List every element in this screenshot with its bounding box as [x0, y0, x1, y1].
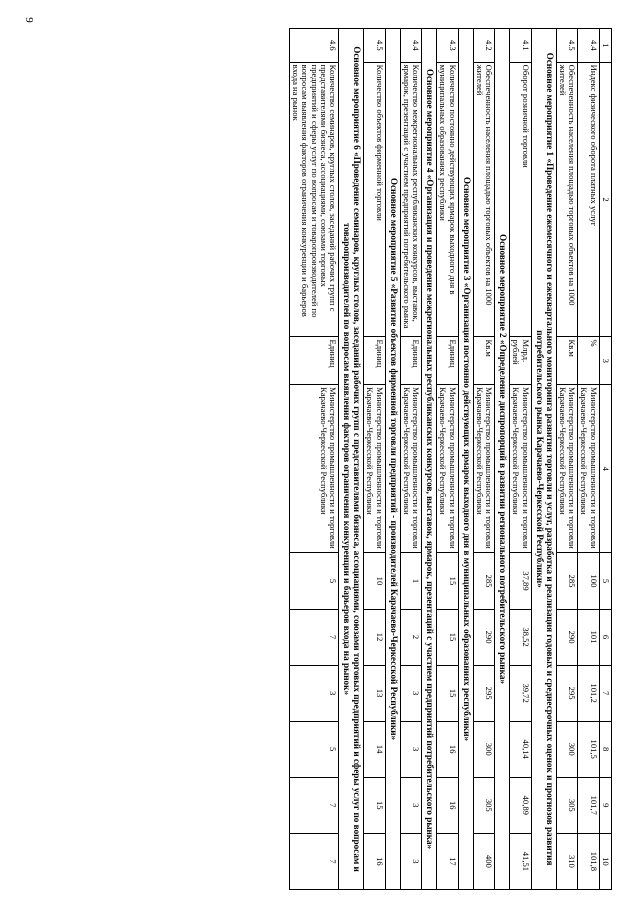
value-cell: 41,51	[510, 833, 532, 889]
indicator-name: Обеспеченность населения площадью торговых объектов на 1000 жителей	[556, 62, 578, 337]
indicator-name: Количество постоянно действующих ярмарок выходного дня в муниципальных образованиях республики	[437, 62, 459, 337]
value-cell: 3	[400, 721, 422, 777]
section-title: Основное мероприятие 5 «Развитие объектов фирменной торговли предприятий - производителей Карачаево-Черкесской Республики»	[385, 29, 400, 890]
indicator-name: Обеспеченность населения площадью торговых объектов на 1000 жителей	[473, 62, 495, 337]
indicator-name: Оборот розничной торговли	[510, 62, 532, 337]
indicator-name: Количество межрегиональных республиканских конкурсов, выставок, ярмарок, презентаций с участием предприятий потребительского рынка	[400, 62, 422, 337]
section-row	[385, 29, 400, 890]
rotated-page	[0, 28, 612, 918]
value-cell: 7	[289, 609, 338, 665]
value-cell: 101,5	[578, 721, 600, 777]
unit-cell: Единиц	[400, 337, 422, 385]
value-cell: 295	[473, 665, 495, 721]
value-cell: 305	[556, 777, 578, 833]
value-cell: 400	[473, 833, 495, 889]
unit-cell: Единиц	[289, 337, 338, 385]
organization-cell: Министерство промышленности и торговли Карачаево-Черкесской Республики	[364, 385, 386, 553]
indicator-number: 4.6	[289, 29, 338, 63]
organization-cell: Министерство промышленности и торговли Карачаево-Черкесской Республики	[556, 385, 578, 553]
value-cell: 300	[473, 721, 495, 777]
value-cell: 285	[473, 553, 495, 609]
section-row	[339, 29, 364, 890]
section-title: Основное мероприятие 6 «Проведение семинаров, круглых столов, заседаний рабочих групп с представителями бизнеса, ассоциациями, союзами торговых предприятий и сферы услуг по вопросам и товаропроизводителей по вопросам выявления факторов ограничения конкуренции и барьеров входа на рынок»	[339, 29, 364, 890]
table-row	[400, 29, 422, 890]
page-number: 9	[22, 17, 35, 23]
value-cell: 3	[400, 665, 422, 721]
value-cell: 100	[578, 553, 600, 609]
header-cell: 4	[599, 385, 611, 553]
value-cell: 3	[400, 777, 422, 833]
header-cell: 10	[599, 833, 611, 889]
indicator-number: 4.3	[437, 29, 459, 63]
indicator-number: 4.1	[510, 29, 532, 63]
indicators-table	[289, 28, 612, 890]
section-row	[422, 29, 437, 890]
header-cell: 5	[599, 553, 611, 609]
table-row	[437, 29, 459, 890]
unit-cell: Млрд. рублей	[510, 337, 532, 385]
value-cell: 310	[556, 833, 578, 889]
organization-cell: Министерство промышленности и торговли Карачаево-Черкесской Республики	[510, 385, 532, 553]
table-row	[510, 29, 532, 890]
value-cell: 101,7	[578, 777, 600, 833]
header-cell: 7	[599, 665, 611, 721]
value-cell: 3	[400, 833, 422, 889]
header-cell: 8	[599, 721, 611, 777]
unit-cell: Кв.м	[556, 337, 578, 385]
header-cell: 1	[599, 29, 611, 63]
value-cell: 15	[437, 609, 459, 665]
value-cell: 101	[578, 609, 600, 665]
table-row	[289, 29, 338, 890]
header-row	[599, 29, 611, 890]
organization-cell: Министерство промышленности и торговли Карачаево-Черкесской Республики	[437, 385, 459, 553]
value-cell: 16	[437, 777, 459, 833]
value-cell: 101,2	[578, 665, 600, 721]
section-title: Основное мероприятие 2 «Определение диспропорций в развитии регионального потребительского рынка»	[495, 29, 510, 890]
value-cell: 7	[289, 777, 338, 833]
value-cell: 290	[556, 609, 578, 665]
section-title: Основное мероприятие 3 «Организация постоянно действующих ярмарок выходного дня в муниципальных образованиях республики»	[458, 29, 473, 890]
header-cell: 6	[599, 609, 611, 665]
header-cell: 3	[599, 337, 611, 385]
value-cell: 1	[400, 553, 422, 609]
section-title: Основное мероприятие 1 «Проведение ежемесячного и ежеквартального мониторинга развития торговли и услуг, разработка и реализация годовых и среднесрочных оценок и прогнозов развития потребительского рынка Карачаево-Черкесской Республики»	[531, 29, 556, 890]
unit-cell: Единиц	[437, 337, 459, 385]
table-row	[556, 29, 578, 890]
section-row	[458, 29, 473, 890]
value-cell: 285	[556, 553, 578, 609]
organization-cell: Министерство промышленности и торговли Карачаево-Черкесской Республики	[473, 385, 495, 553]
value-cell: 5	[289, 553, 338, 609]
table-row	[364, 29, 386, 890]
section-row	[531, 29, 556, 890]
value-cell: 12	[364, 609, 386, 665]
value-cell: 15	[437, 553, 459, 609]
value-cell: 40,89	[510, 777, 532, 833]
value-cell: 38,52	[510, 609, 532, 665]
value-cell: 10	[364, 553, 386, 609]
value-cell: 290	[473, 609, 495, 665]
value-cell: 3	[289, 665, 338, 721]
value-cell: 300	[556, 721, 578, 777]
header-cell: 2	[599, 62, 611, 337]
value-cell: 16	[437, 721, 459, 777]
organization-cell: Министерство промышленности и торговли Карачаево-Черкесской Республики	[400, 385, 422, 553]
value-cell: 295	[556, 665, 578, 721]
unit-cell: %	[578, 337, 600, 385]
indicator-name: Количество объектов фирменной торговли	[364, 62, 386, 337]
value-cell: 37,89	[510, 553, 532, 609]
value-cell: 305	[473, 777, 495, 833]
indicator-name: Количество семинаров, круглых столов, заседаний рабочих групп с представителями бизнеса, ассоциациями, союзами торговых предприятий и сферы услуг по вопросам и товаропроизводителей по вопросам выявления факторов ограничения конкуренции и барьеров входа на рынок	[289, 62, 338, 337]
value-cell: 13	[364, 665, 386, 721]
unit-cell: Кв.м	[473, 337, 495, 385]
value-cell: 15	[364, 777, 386, 833]
indicator-number: 4.5	[556, 29, 578, 63]
indicator-number: 4.4	[578, 29, 600, 63]
section-row	[495, 29, 510, 890]
organization-cell: Министерство промышленности и торговли Карачаево-Черкесской Республики	[578, 385, 600, 553]
value-cell: 7	[289, 833, 338, 889]
unit-cell: Единиц	[364, 337, 386, 385]
table-row	[473, 29, 495, 890]
value-cell: 14	[364, 721, 386, 777]
section-title: Основное мероприятие 4 «Организация и проведение межрегиональных республиканских конкурсов, выставок, ярмарок, презентаций с участием предприятий потребительского рынка»	[422, 29, 437, 890]
value-cell: 101,8	[578, 833, 600, 889]
organization-cell: Министерство промышленности и торговли Карачаево-Черкесской Республики	[289, 385, 338, 553]
indicator-number: 4.4	[400, 29, 422, 63]
value-cell: 40,14	[510, 721, 532, 777]
value-cell: 5	[289, 721, 338, 777]
value-cell: 39,72	[510, 665, 532, 721]
value-cell: 16	[364, 833, 386, 889]
header-cell: 9	[599, 777, 611, 833]
table-row	[578, 29, 600, 890]
indicator-name: Индекс физического оборота платных услуг	[578, 62, 600, 337]
indicator-number: 4.5	[364, 29, 386, 63]
value-cell: 15	[437, 665, 459, 721]
table-body	[289, 29, 599, 890]
value-cell: 2	[400, 609, 422, 665]
indicator-number: 4.2	[473, 29, 495, 63]
value-cell: 17	[437, 833, 459, 889]
